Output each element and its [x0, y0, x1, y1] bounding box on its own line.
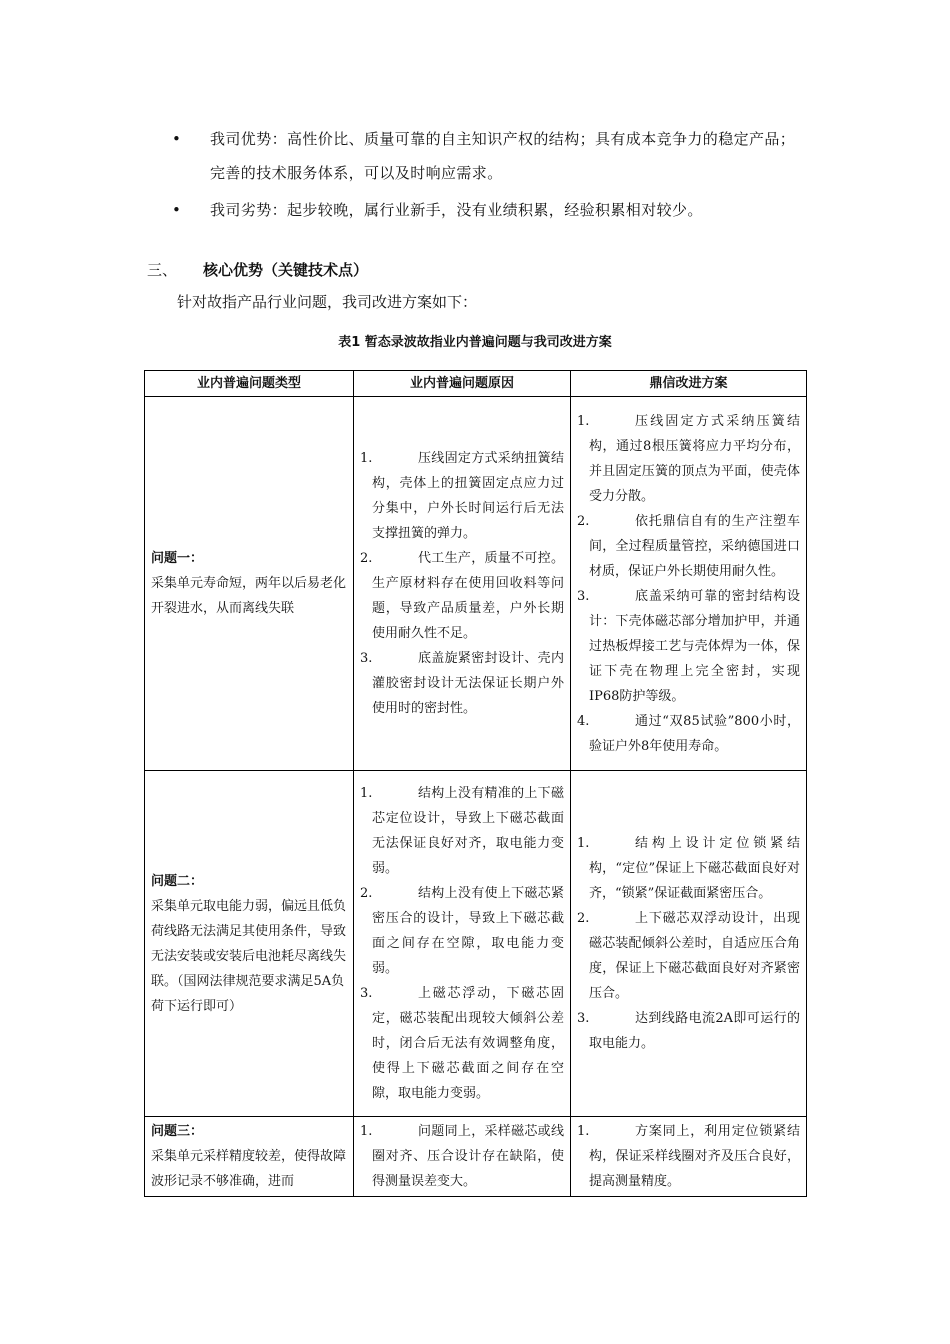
cause-cell — [354, 1117, 571, 1197]
problem-cell — [145, 771, 354, 1117]
list-item: 2. 代工生产，质量不可控。生产原材料存在使用回收料等问题，导致产品质量差，户外长期使用耐久性不足。 — [360, 551, 564, 641]
strength-text: 我司优势：高性价比、质量可靠的自主知识产权的结构；具有成本竞争力的稳定产品；完善的技术服务体系，可以及时响应需求。 — [210, 130, 796, 182]
solution-cell — [571, 1117, 807, 1197]
header-problem-type: 业内普遍问题类型 — [145, 371, 354, 397]
intro-text: 针对故指产品行业问题，我司改进方案如下： — [177, 293, 478, 311]
bullet-icon: • — [172, 201, 181, 219]
list-item: 2. 依托鼎信自有的生产注塑车间，全过程质量管控，采纳德国进口材质，保证户外长期使用耐久性。 — [577, 513, 800, 579]
list-item: 1. 压线固定方式采纳压簧结构，通过8根压簧将应力平均分布，并且固定压簧的顶点为平面，使壳体受力分散。 — [577, 413, 800, 504]
list-item: 3. 上磁芯浮动，下磁芯固定，磁芯装配出现较大倾斜公差时，闭合后无法有效调整角度，使得上下磁芯截面之间存在空隙，取电能力变弱。 — [360, 986, 564, 1101]
list-item: 1. 结构上设计定位锁紧结构，“定位”保证上下磁芯截面良好对齐，“锁紧”保证截面紧密压合。 — [577, 836, 800, 901]
list-item: 3. 底盖采纳可靠的密封结构设计：下壳体磁芯部分增加护甲，并通过热板焊接工艺与壳体焊为一体，保证下壳在物理上完全密封，实现IP68防护等级。 — [577, 588, 800, 704]
problem-cell — [145, 397, 354, 771]
list-item: 4. 通过“双85试验”800小时，验证户外8年使用寿命。 — [577, 713, 800, 754]
list-item: 1. 方案同上，利用定位锁紧结构，保证采样线圈对齐及压合良好，提高测量精度。 — [577, 1124, 800, 1189]
table-row — [145, 1117, 807, 1197]
bullet-icon: • — [172, 130, 181, 148]
problem-desc: 采集单元寿命短，两年以后易老化开裂进水，从而离线失联 — [151, 576, 347, 616]
problem-desc: 采集单元采样精度较差，使得故障波形记录不够准确，进而 — [151, 1149, 347, 1189]
header-solution: 鼎信改进方案 — [571, 371, 807, 397]
list-item: 2. 结构上没有使上下磁芯紧密压合的设计，导致上下磁芯截面之间存在空隙，取电能力变弱。 — [360, 886, 564, 976]
comparison-table — [144, 370, 807, 1197]
list-item: 3. 达到线路电流2A即可运行的取电能力。 — [577, 1011, 800, 1051]
cause-cell — [354, 397, 571, 771]
section-heading — [147, 259, 368, 280]
header-problem-cause: 业内普遍问题原因 — [354, 371, 571, 397]
table-header-row — [145, 371, 807, 397]
problem-desc: 采集单元取电能力弱，偏远且低负荷线路无法满足其使用条件，导致无法安装或安装后电池耗尽离线失联。（国网法律规范要求满足5A负荷下运行即可） — [151, 898, 347, 1014]
solution-cell — [571, 771, 807, 1117]
list-item: 1. 压线固定方式采纳扭簧结构，壳体上的扭簧固定点应力过分集中，户外长时间运行后无法支撑扭簧的弹力。 — [360, 451, 564, 541]
cause-cell — [354, 771, 571, 1117]
table-row — [145, 397, 807, 771]
table-caption: 表1 暂态录波故指业内普遍问题与我司改进方案 — [338, 335, 612, 350]
list-item: 3. 底盖旋紧密封设计、壳内灌胶密封设计无法保证长期户外使用时的密封性。 — [360, 651, 564, 716]
problem-title: 问题三： — [151, 1124, 204, 1139]
weakness-text: 我司劣势：起步较晚，属行业新手，没有业绩积累，经验积累相对较少。 — [210, 201, 703, 219]
solution-cell — [571, 397, 807, 771]
list-item: 1. 结构上没有精准的上下磁芯定位设计，导致上下磁芯截面无法保证良好对齐，取电能力变弱。 — [360, 786, 564, 876]
list-item: 2. 上下磁芯双浮动设计，出现磁芯装配倾斜公差时，自适应压合角度，保证上下磁芯截面良好对齐紧密压合。 — [577, 911, 800, 1001]
problem-title: 问题一： — [151, 551, 204, 566]
table-row — [145, 771, 807, 1117]
section-number: 三、 — [147, 261, 178, 279]
problem-cell — [145, 1117, 354, 1197]
problem-title: 问题二： — [151, 873, 204, 889]
section-title: 核心优势（关键技术点） — [203, 261, 369, 279]
list-item: 1. 问题同上，采样磁芯或线圈对齐、压合设计存在缺陷，使得测量误差变大。 — [360, 1124, 564, 1189]
